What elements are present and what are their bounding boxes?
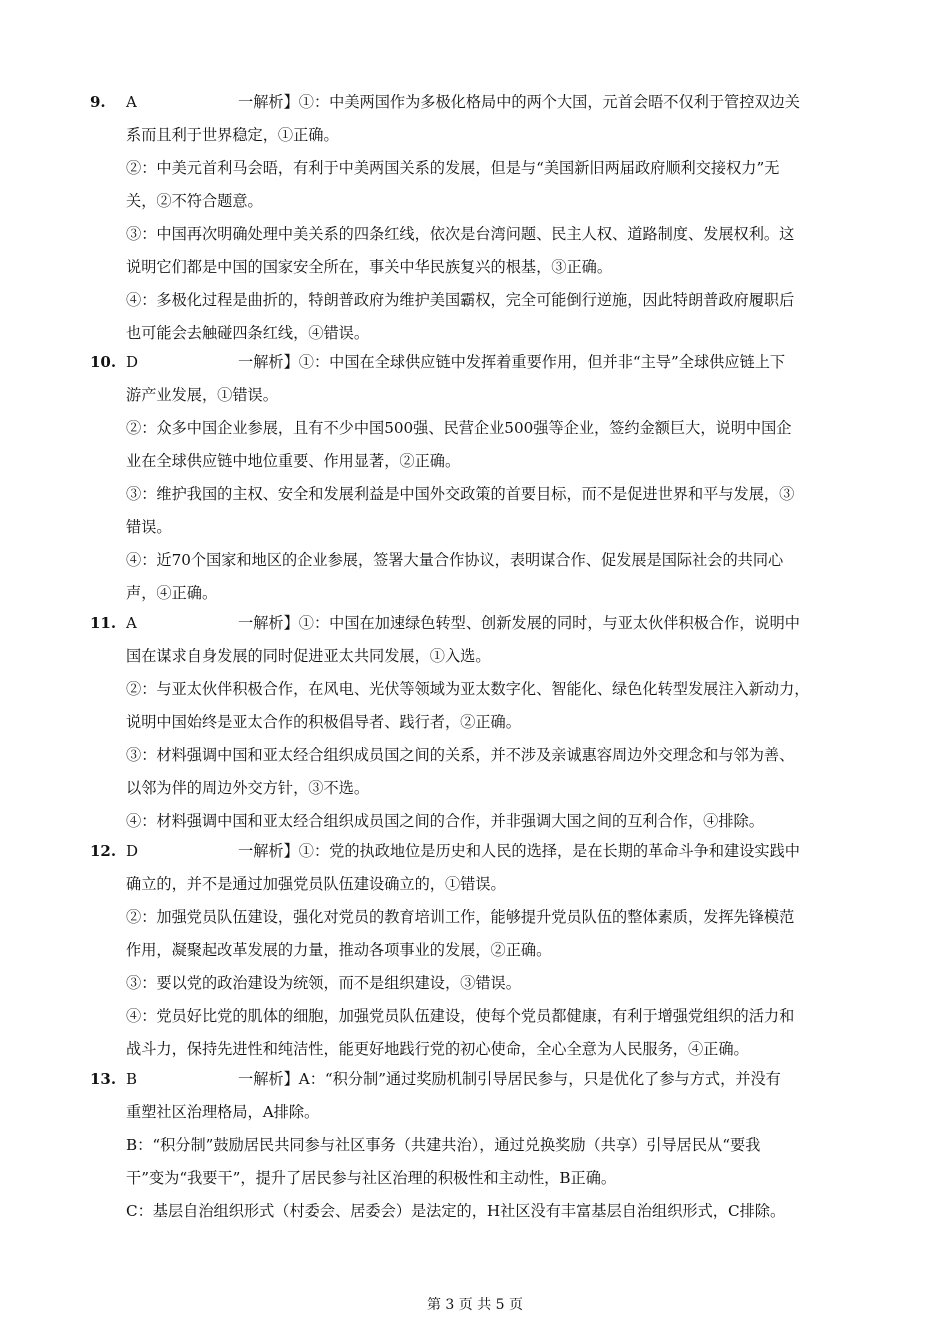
explanation-line: 以邻为伴的周边外交方针，③不选。 [126, 779, 369, 797]
answer-item-10 [90, 346, 860, 610]
explanation-line: 一解析】①：中美两国作为多极化格局中的两个大国，元首会晤不仅利于管控双边关 [238, 93, 800, 111]
explanation-line: C：基层自治组织形式（村委会、居委会）是法定的，H社区没有丰富基层自治组织形式，C排除。 [126, 1202, 786, 1220]
question-number: 11. [90, 614, 117, 632]
explanation-line: ④：材料强调中国和亚太经合组织成员国之间的合作，并非强调大国之间的互利合作，④排除。 [126, 812, 764, 830]
explanation-line: 游产业发展，①错误。 [126, 386, 278, 404]
answer-choice: A [126, 93, 137, 111]
explanation-line: ②：中美元首利马会晤，有利于中美两国关系的发展，但是与“美国新旧两届政府顺利交接权力”无 [126, 159, 780, 177]
explanation-line: ④：党员好比党的肌体的细胞，加强党员队伍建设，使每个党员都健康，有利于增强党组织的活力和 [126, 1007, 795, 1025]
explanation-line: 一解析】①：中国在加速绿色转型、创新发展的同时，与亚太伙伴积极合作，说明中 [238, 614, 800, 632]
explanation-line: 声，④正确。 [126, 584, 218, 602]
question-number: 12. [90, 842, 117, 860]
explanation-line: 说明中国始终是亚太合作的积极倡导者、践行者，②正确。 [126, 713, 521, 731]
explanation-line: ③：维护我国的主权、安全和发展利益是中国外交政策的首要目标，而不是促进世界和平与发展，③ [126, 485, 795, 503]
explanation-line: 干”变为“我要干”，提升了居民参与社区治理的积极性和主动性，B正确。 [126, 1169, 617, 1187]
explanation-line: 错误。 [126, 518, 172, 536]
explanation-line: ④：多极化过程是曲折的，特朗普政府为维护美国霸权，完全可能倒行逆施，因此特朗普政府履职后 [126, 291, 795, 309]
page-footer: 第 3 页 共 5 页 [426, 1297, 524, 1313]
explanation-line: 一解析】①：党的执政地位是历史和人民的选择，是在长期的革命斗争和建设实践中 [238, 842, 800, 860]
explanation-line: 说明它们都是中国的国家安全所在，事关中华民族复兴的根基，③正确。 [126, 258, 612, 276]
answer-item-11 [90, 607, 860, 838]
explanation-line: ②：与亚太伙伴积极合作，在风电、光伏等领域为亚太数字化、智能化、绿色化转型发展注入新动力， [126, 680, 810, 698]
explanation-line: ③：材料强调中国和亚太经合组织成员国之间的关系，并不涉及亲诚惠容周边外交理念和与邻为善、 [126, 746, 795, 764]
explanation-line: 重塑社区治理格局，A排除。 [126, 1103, 320, 1121]
question-number: 10. [90, 353, 117, 371]
explanation-line: 业在全球供应链中地位重要、作用显著，②正确。 [126, 452, 461, 470]
explanation-line: 确立的，并不是通过加强党员队伍建设确立的，①错误。 [126, 875, 506, 893]
explanation-line: ③：中国再次明确处理中美关系的四条红线，依次是台湾问题、民主人权、道路制度、发展权利。这 [126, 225, 795, 243]
answer-choice: D [126, 842, 139, 860]
explanation-line: 关，②不符合题意。 [126, 192, 263, 210]
explanation-line: 系而且利于世界稳定，①正确。 [126, 126, 339, 144]
explanation-line: ②：加强党员队伍建设，强化对党员的教育培训工作，能够提升党员队伍的整体素质，发挥先锋模范 [126, 908, 795, 926]
explanation-line: 一解析】①：中国在全球供应链中发挥着重要作用，但并非“主导”全球供应链上下 [238, 353, 786, 371]
explanation-line: ②：众多中国企业参展，且有不少中国500强、民营企业500强等企业，签约金额巨大，说明中国企 [126, 419, 792, 437]
explanation-line: ④：近70个国家和地区的企业参展，签署大量合作协议，表明谋合作、促发展是国际社会的共同心 [126, 551, 784, 569]
question-number: 13. [90, 1070, 117, 1088]
explanation-line: 一解析】A：“积分制”通过奖励机制引导居民参与，只是优化了参与方式，并没有 [238, 1070, 781, 1088]
answer-choice: B [126, 1070, 138, 1088]
explanation-line: ③：要以党的政治建设为统领，而不是组织建设，③错误。 [126, 974, 521, 992]
explanation-line: B：“积分制”鼓励居民共同参与社区事务（共建共治），通过兑换奖励（共享）引导居民从“要我 [126, 1136, 761, 1154]
answer-item-13 [90, 1063, 860, 1228]
answer-choice: D [126, 353, 139, 371]
explanation-line: 战斗力，保持先进性和纯洁性，能更好地践行党的初心使命，全心全意为人民服务，④正确。 [126, 1040, 749, 1058]
question-number: 9. [90, 93, 106, 111]
explanation-line: 国在谋求自身发展的同时促进亚太共同发展，①入选。 [126, 647, 491, 665]
explanation-line: 作用，凝聚起改革发展的力量，推动各项事业的发展，②正确。 [126, 941, 552, 959]
answer-choice: A [126, 614, 137, 632]
explanation-line: 也可能会去触碰四条红线，④错误。 [126, 324, 369, 342]
answer-item-12 [90, 835, 860, 1066]
answer-item-9 [90, 86, 860, 350]
